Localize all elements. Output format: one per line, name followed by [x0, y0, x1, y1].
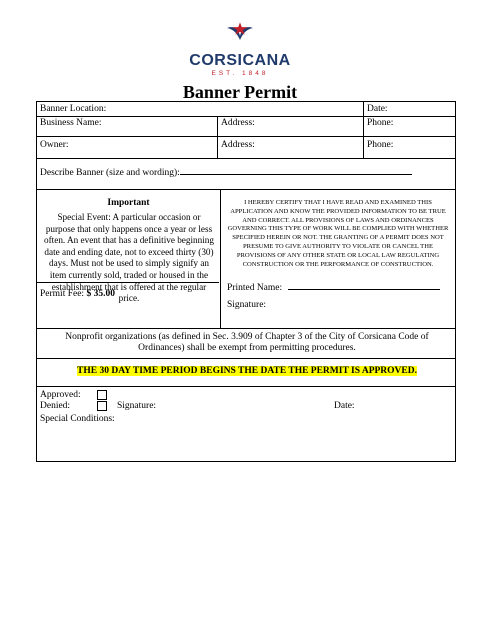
certification-text: I HEREBY CERTIFY THAT I HAVE READ AND EXAMINED THIS APPLICATION AND KNOW THE PROVIDED INFORMATION TO BE TRUE AND CORRECT. ALL PROVISIONS OF LAWS AND ORDINANCES GOVERNING THIS TYPE OF WORK WILL BE COMPLIED WITH WHETHER SPECIFIED HEREIN OR NOT. THE GRANTING OF A PERMIT DOES NOT PRESUME TO GIVE AUTHORITY TO VIOLATE OR CANCEL THE PROVISIONS OF ANY OTHER STATE OR LOCAL LAW REGULATING CONSTRUCTION OR THE PERFORMANCE OF CONSTRUCTION.	[227, 199, 449, 268]
applicant-signature-field[interactable]: Signature:	[227, 300, 267, 310]
permit-fee-amount: $ 35.00	[86, 289, 115, 299]
approved-checkbox[interactable]	[97, 390, 107, 400]
date-field[interactable]: Date:	[367, 104, 388, 114]
describe-banner-line	[180, 166, 412, 175]
owner-phone-field[interactable]: Phone:	[367, 140, 394, 150]
permit-form	[36, 101, 456, 462]
permit-fee	[40, 289, 115, 300]
divider	[37, 136, 455, 137]
approved-label: Approved:	[40, 390, 81, 400]
printed-name-field[interactable]	[227, 281, 440, 294]
nonprofit-note: Nonprofit organizations (as defined in Sec. 3.909 of Chapter 3 of the City of Corsicana Code of Ordinances) shall be exempt from permitting procedures.	[65, 332, 429, 353]
divider	[37, 386, 455, 387]
approval-signature-field[interactable]: Signature:	[117, 401, 157, 411]
special-conditions-field[interactable]: Special Conditions:	[40, 414, 115, 424]
printed-name-label: Printed Name:	[227, 283, 283, 293]
divider	[37, 116, 455, 117]
divider	[37, 358, 455, 359]
business-address-field[interactable]: Address:	[221, 118, 255, 128]
important-text: Special Event: A particular occasion or purpose that only happens once a year or less often. An event that has a definitive beginning date and ending date, not to exceed thirty (30) days. Must not be used to simply signify an item currently sold, traded or housed in the establishment that is offered at the regular price.	[44, 212, 214, 304]
printed-name-line	[288, 281, 440, 290]
divider	[220, 189, 221, 328]
divider	[37, 158, 455, 159]
owner-address-field[interactable]: Address:	[221, 140, 255, 150]
time-period-notice: THE 30 DAY TIME PERIOD BEGINS THE DATE THE PERMIT IS APPROVED.	[77, 366, 417, 376]
owner-field[interactable]: Owner:	[40, 140, 69, 150]
business-name-field[interactable]: Business Name:	[40, 118, 102, 128]
page-title: Banner Permit	[182, 82, 298, 102]
logo-wordmark: CORSICANA	[189, 52, 291, 69]
permit-fee-label: Permit Fee:	[40, 289, 85, 299]
denied-checkbox[interactable]	[97, 401, 107, 411]
denied-label: Denied:	[40, 401, 71, 411]
divider	[217, 116, 218, 158]
divider	[37, 328, 455, 329]
divider	[363, 102, 364, 158]
describe-banner-label: Describe Banner (size and wording):	[40, 168, 180, 178]
divider	[37, 189, 455, 190]
important-heading: Important	[107, 198, 150, 208]
describe-banner-field[interactable]	[40, 166, 412, 179]
star-emblem-icon	[225, 22, 255, 50]
banner-location-field[interactable]: Banner Location:	[40, 104, 107, 114]
business-phone-field[interactable]: Phone:	[367, 118, 394, 128]
city-logo	[0, 22, 480, 80]
logo-established: EST. 1848	[211, 70, 269, 77]
approval-date-field[interactable]: Date:	[334, 401, 355, 411]
